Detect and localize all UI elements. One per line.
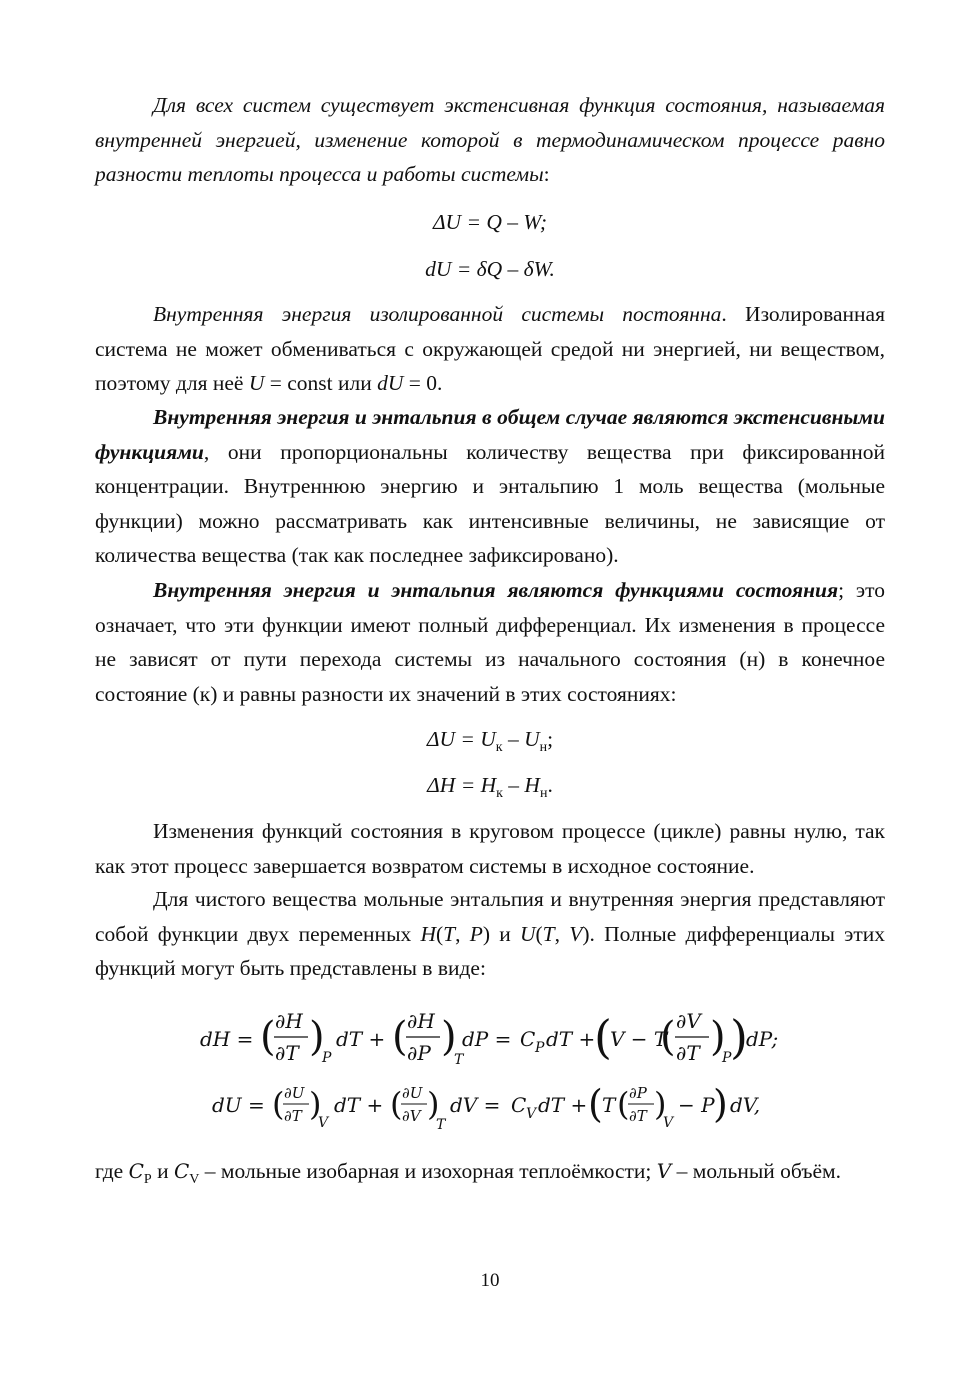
text: ; это означает, что эти функции имеют полный дифференциал. Их изменения в процессе не зависят от пути перехода системы из начального состояния (н) в конечное состояние (к) и равны разности их значений в этих состояниях:: [95, 578, 885, 706]
equation-part: – U: [502, 727, 540, 751]
paren-close: ): [730, 1010, 748, 1064]
text: ). Полные дифференциалы этих функций могут быть представлены в виде:: [95, 921, 886, 980]
italic-definition-text: Для всех систем существует экстенсивная функция состояния, называемая внутренней энергией, изменение которой в термодинамическом процессе равно разности теплоты процесса и работы системы: [95, 93, 885, 186]
subscript: н: [539, 740, 548, 755]
paren-open: (: [390, 1085, 403, 1123]
symbol-cv: C: [173, 1159, 190, 1183]
text: (: [436, 921, 444, 946]
symbol-t: T: [443, 921, 456, 946]
subscript: V: [189, 1172, 200, 1187]
equation-part: ;: [547, 727, 554, 751]
bold-italic-statement: Внутренняя энергия и энтальпия являются функциями состояния: [153, 578, 839, 602]
frac-den: ∂V: [402, 1107, 421, 1125]
paren-open: (: [392, 1014, 408, 1060]
equation-part: – H: [502, 773, 540, 797]
frac-den: ∂T: [676, 1041, 700, 1065]
equation-delta-u: [95, 205, 885, 239]
text: – мольный объём.: [671, 1159, 841, 1183]
subscript: P: [143, 1172, 152, 1187]
equation-part: .: [547, 773, 553, 797]
paren-open: (: [272, 1085, 285, 1123]
paren-close: ): [309, 1085, 322, 1123]
subscript: V: [526, 1106, 537, 1122]
frac-num: ∂U: [284, 1084, 305, 1102]
eq-term: T: [602, 1093, 616, 1117]
frac-num: ∂H: [275, 1009, 303, 1033]
bold-italic-statement: Внутренняя энергия и энтальпия в общем случае являются экстенсивными функциями: [95, 405, 885, 464]
subscript: к: [495, 740, 503, 755]
equation-delta-u-states: [95, 722, 885, 760]
differential-equations: [0, 1000, 980, 1140]
italic-statement: Внутренняя энергия изолированной системы постоянна: [153, 302, 722, 326]
paragraph-pure-substance: [95, 882, 885, 986]
text: ,: [455, 921, 470, 946]
text: = const или: [264, 371, 378, 395]
symbol-h: H: [420, 921, 436, 946]
text: – мольные изобарная и изохорная теплоёмкости;: [199, 1159, 657, 1183]
subscript: P: [322, 1050, 332, 1066]
paren-open: (: [660, 1014, 676, 1060]
equation-dh-line: [200, 1009, 778, 1068]
paren-open: (: [594, 1010, 612, 1064]
page-number: 10: [480, 1270, 500, 1291]
subscript: V: [318, 1115, 329, 1131]
paragraph-isolated-system: [95, 297, 885, 401]
paren-open: (: [260, 1014, 276, 1060]
eq-term: V − T: [610, 1027, 668, 1051]
eq-term: dT +: [334, 1093, 384, 1117]
equation-du-differential: [95, 252, 885, 286]
frac-num: ∂V: [676, 1009, 701, 1033]
equation-text: dU = δQ – δW.: [425, 257, 555, 281]
paren-close: ): [710, 1014, 726, 1060]
eq-lhs: dH =: [200, 1027, 254, 1051]
equation-du-line: [212, 1082, 760, 1133]
eq-term: dP =: [462, 1027, 512, 1051]
paren-close: ): [441, 1014, 457, 1060]
eq-term: − P: [678, 1093, 715, 1117]
subscript: T: [454, 1052, 464, 1068]
paren-close: ): [654, 1085, 667, 1123]
paragraph-extensive-functions: [95, 400, 885, 573]
subscript: к: [496, 786, 503, 801]
symbol-t: T: [542, 921, 555, 946]
eq-term: dP;: [746, 1027, 779, 1051]
colon: :: [543, 162, 550, 186]
text: , они пропорциональны количеству вещества при фиксированной концентрации. Внутреннюю энергию и энтальпию 1 моль вещества (мольные функции) можно рассматривать как интенсивные величины, не зависящие от количества вещества (так как последнее зафиксировано).: [95, 439, 885, 567]
subscript: P: [535, 1040, 545, 1056]
equation-delta-h-states: [95, 768, 885, 806]
frac-den: ∂P: [407, 1041, 431, 1065]
paren-open: (: [617, 1085, 630, 1123]
equation-text: ΔU = Q – W;: [432, 210, 548, 234]
frac-num: ∂P: [629, 1084, 647, 1102]
paragraph-internal-energy-definition: [95, 88, 885, 192]
eq-term: dT +: [336, 1027, 386, 1051]
text: (: [535, 921, 543, 946]
text: Для чистого вещества мольные энтальпия и внутренняя энергия представляют собой функции двух переменных: [95, 887, 885, 946]
text: ,: [554, 921, 570, 946]
eq-term: dV,: [730, 1093, 761, 1117]
symbol-u: U: [248, 371, 265, 395]
text: . Изолированная система не может обмениваться с окружающей средой ни энергией, ни веществом, поэтому для неё: [95, 302, 885, 395]
eq-term: C: [511, 1093, 527, 1117]
paren-close: ): [309, 1014, 325, 1060]
text: где: [95, 1159, 129, 1183]
text: Изменения функций состояния в круговом процессе (цикле) равны нулю, так как этот процесс завершается возвратом системы в исходное состояние.: [95, 819, 885, 878]
eq-term: dV =: [450, 1093, 501, 1117]
subscript: V: [663, 1115, 674, 1131]
frac-den: ∂T: [284, 1107, 302, 1125]
eq-term: dT +: [538, 1093, 588, 1117]
equation-part: ΔU = U: [426, 727, 496, 751]
text: и: [151, 1159, 174, 1183]
frac-num: ∂H: [407, 1009, 435, 1033]
subscript: T: [436, 1117, 446, 1133]
paren-close: ): [427, 1085, 440, 1123]
paren-open: (: [588, 1082, 603, 1126]
symbol-du: dU: [377, 371, 404, 395]
symbol-p: P: [469, 921, 483, 946]
symbol-u: U: [519, 921, 536, 946]
paragraph-state-functions: [95, 573, 885, 711]
frac-den: ∂T: [275, 1041, 299, 1065]
symbol-cp: C: [128, 1159, 144, 1183]
eq-lhs: dU =: [212, 1093, 265, 1117]
subscript: н: [539, 786, 548, 801]
eq-term: dT +: [546, 1027, 596, 1051]
equation-part: ΔH = H: [427, 773, 497, 797]
paragraph-cycle: [95, 814, 885, 883]
text: ) и: [482, 921, 520, 946]
frac-num: ∂U: [402, 1084, 423, 1102]
symbol-v: V: [569, 921, 583, 946]
text: = 0.: [403, 371, 443, 395]
symbol-v: V: [656, 1159, 672, 1183]
subscript: P: [722, 1050, 732, 1066]
paren-close: ): [713, 1082, 728, 1126]
eq-term: C: [520, 1027, 536, 1051]
frac-den: ∂T: [629, 1107, 647, 1125]
paragraph-heat-capacities: [95, 1154, 885, 1193]
